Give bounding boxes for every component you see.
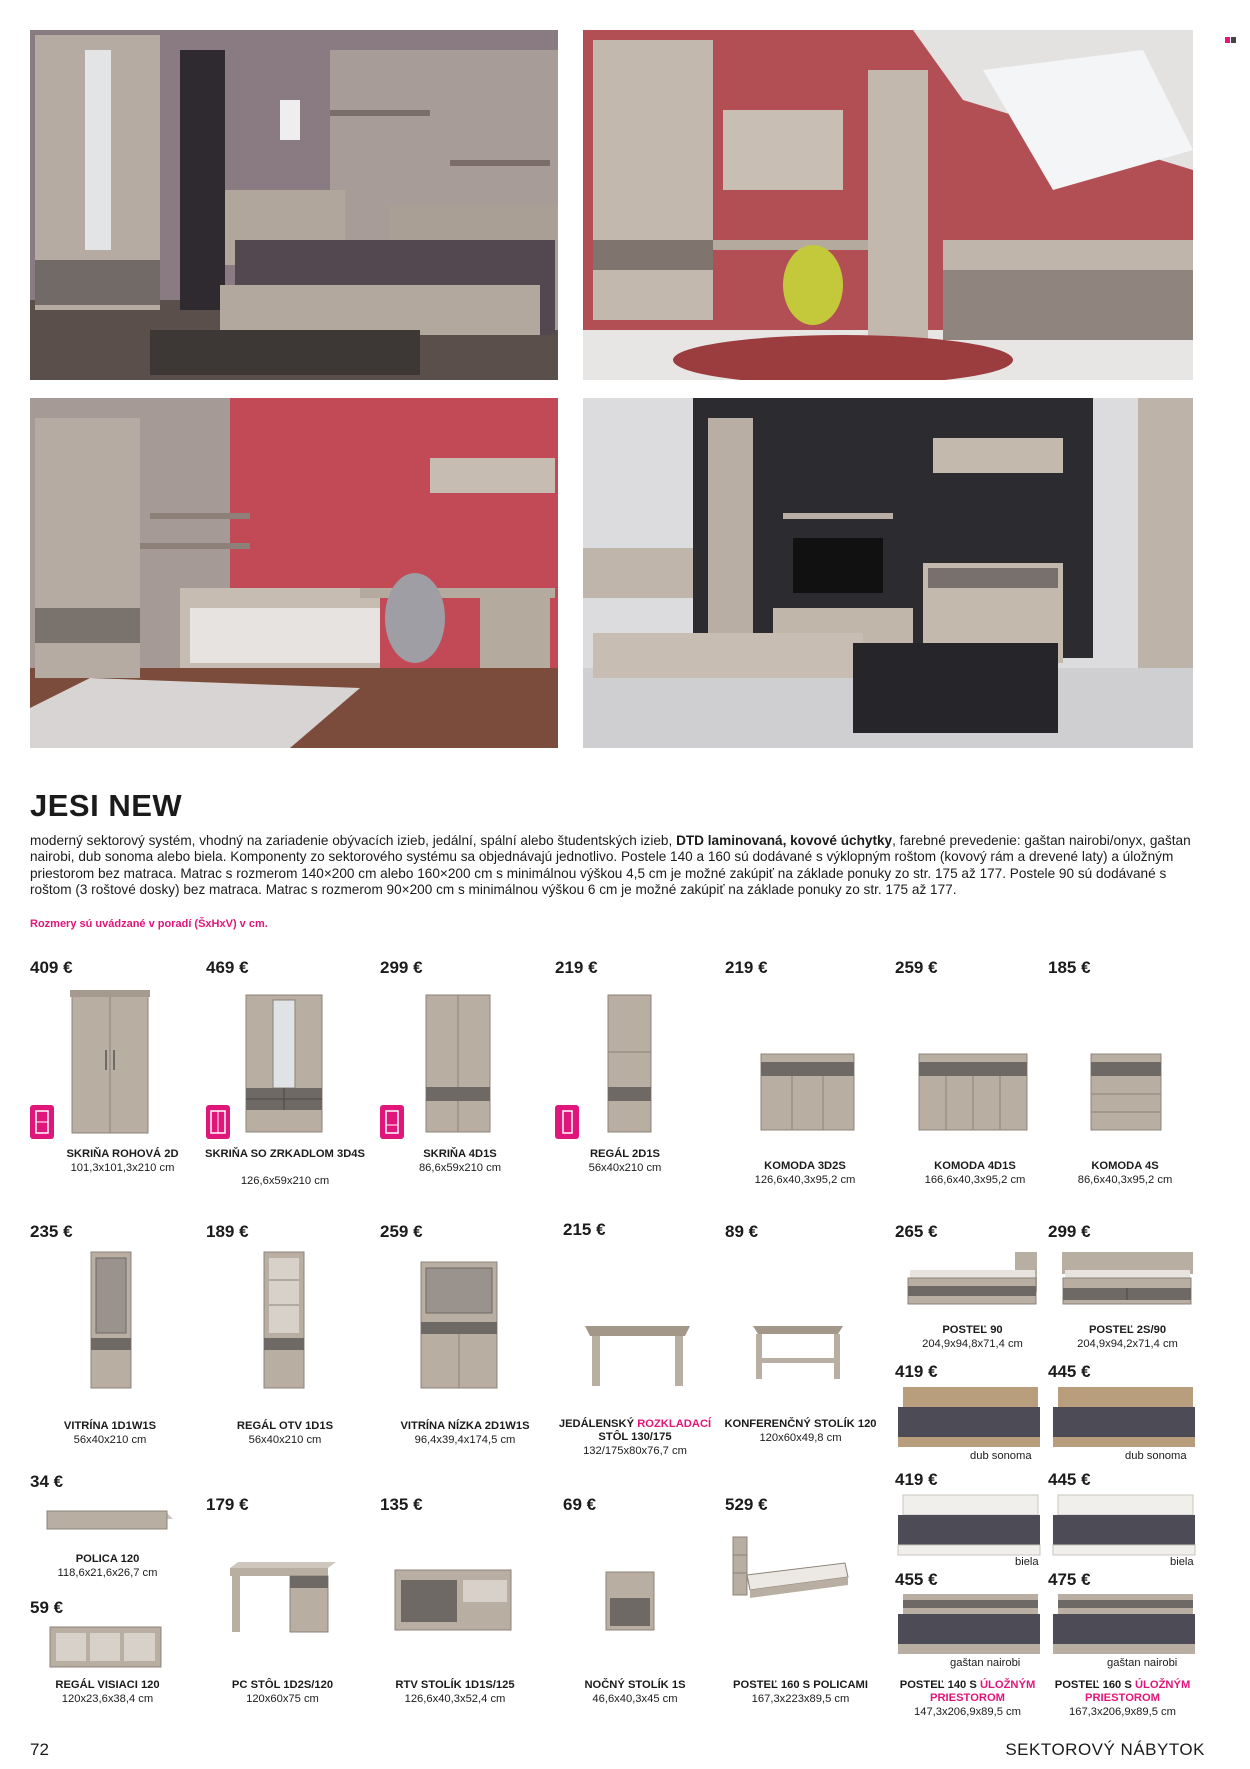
dims-regal-2d1s: 56x40x210 cm — [588, 1162, 662, 1174]
price-regal-visiaci: 59 € — [30, 1598, 64, 1617]
name-pc-stol: PC STÔL 1D2S/120 — [231, 1679, 334, 1691]
name-postel-140-pink: ÚLOŽNÝM PRIESTOROM — [929, 1679, 1036, 1704]
image-skrina-4d1s — [425, 992, 491, 1134]
brand-logo-icon — [1225, 35, 1237, 45]
config-badge-icon — [380, 1105, 404, 1139]
image-vitrina-1d1w1s — [90, 1250, 132, 1390]
dims-skrina-4d1s: 86,6x59x210 cm — [418, 1162, 502, 1174]
price-konferencny-stolik: 89 € — [725, 1222, 759, 1241]
dims-polica-120: 118,6x21,6x26,7 cm — [57, 1567, 158, 1579]
dims-skrina-rohova: 101,3x101,3x210 cm — [70, 1162, 175, 1174]
dims-konferencny-stolik: 120x60x49,8 cm — [759, 1432, 842, 1444]
price-skrina-rohova: 409 € — [30, 958, 73, 977]
name-vitrina-1d1w1s: VITRÍNA 1D1W1S — [63, 1420, 157, 1432]
image-polica-120 — [45, 1505, 175, 1535]
image-komoda-4s — [1090, 1052, 1162, 1132]
dims-rtv-stolik: 126,6x40,3x52,4 cm — [404, 1693, 506, 1705]
price-postel-160-sonoma: 445 € — [1048, 1362, 1091, 1381]
image-jedalensky-stol — [580, 1318, 695, 1388]
name-polica-120: POLICA 120 — [75, 1553, 140, 1565]
price-vitrina-1d1w1s: 235 € — [30, 1222, 73, 1241]
finish-label-sonoma-160: dub sonoma — [1125, 1450, 1187, 1462]
photo-living-room — [583, 398, 1193, 748]
name-postel-140-uloznym — [885, 1679, 1050, 1705]
dims-komoda-4d1s: 166,6x40,3x95,2 cm — [924, 1174, 1026, 1186]
image-komoda-4d1s — [918, 1052, 1028, 1132]
name-postel-160-policami: POSTEĽ 160 S POLICAMI — [733, 1679, 868, 1691]
name-jedalensky-pink: ROZKLADACÍ — [637, 1418, 712, 1430]
image-vitrina-nizka — [420, 1260, 498, 1390]
name-komoda-4s: KOMODA 4S — [1091, 1160, 1159, 1172]
image-postel-140-sonoma — [895, 1385, 1043, 1450]
price-pc-stol: 179 € — [206, 1495, 249, 1514]
price-komoda-4s: 185 € — [1048, 958, 1091, 977]
image-postel-160-sonoma — [1050, 1385, 1198, 1450]
name-skrina-4d1s: SKRIŇA 4D1S — [423, 1148, 497, 1160]
dimension-note: Rozmery sú uvádzané v poradí (ŠxHxV) v cm. — [30, 918, 268, 930]
price-postel-160-policami: 529 € — [725, 1495, 768, 1514]
name-komoda-4d1s: KOMODA 4D1S — [934, 1160, 1016, 1172]
page-number: 72 — [30, 1740, 49, 1759]
finish-label-biela-140: biela — [1015, 1556, 1039, 1568]
name-regal-2d1s: REGÁL 2D1S — [589, 1148, 661, 1160]
price-postel-90: 265 € — [895, 1222, 938, 1241]
price-vitrina-nizka: 259 € — [380, 1222, 423, 1241]
name-postel-160-uloznym — [1040, 1679, 1205, 1705]
price-postel-140-biela: 419 € — [895, 1470, 938, 1489]
name-vitrina-nizka: VITRÍNA NÍZKA 2D1W1S — [400, 1420, 530, 1432]
price-polica-120: 34 € — [30, 1472, 64, 1491]
corner-config-badge-icon — [30, 1105, 54, 1139]
name-jedalensky-stol — [555, 1418, 715, 1444]
image-postel-2s90 — [1060, 1250, 1195, 1310]
dims-komoda-4s: 86,6x40,3x95,2 cm — [1077, 1174, 1173, 1186]
shelf-config-badge-icon — [555, 1105, 579, 1139]
name-postel-160-part1: POSTEĽ 160 S — [1054, 1679, 1135, 1691]
name-konferencny-stolik: KONFERENČNÝ STOLÍK 120 — [724, 1418, 877, 1430]
price-nocny-stolik: 69 € — [563, 1495, 597, 1514]
finish-label-sonoma-140: dub sonoma — [970, 1450, 1032, 1462]
image-regal-2d1s — [607, 992, 652, 1134]
image-postel-140-biela — [895, 1493, 1043, 1558]
dims-nocny-stolik: 46,6x40,3x45 cm — [592, 1693, 678, 1705]
price-regal-otv: 189 € — [206, 1222, 249, 1241]
name-rtv-stolik: RTV STOLÍK 1D1S/125 — [395, 1679, 515, 1691]
finish-label-nairobi-140: gaštan nairobi — [950, 1657, 1021, 1669]
image-postel-160-policami — [730, 1535, 850, 1605]
description-bold: DTD laminovaná, kovové úchytky — [676, 833, 893, 848]
price-regal-2d1s: 219 € — [555, 958, 598, 977]
dims-regal-visiaci: 120x23,6x38,4 cm — [61, 1693, 154, 1705]
image-regal-otv — [263, 1250, 305, 1390]
description-part2: , farebné prevedenie: gaštan nairobi/onyx, gaštan nairobi, dub sonoma alebo biela. Komponenty zo sektorového systému sa objednávajú jednotlivo. Postele 140 a 160 sú dodávané s výklopným roštom (kovový rám a drevené laty) a úložným priestorom bez matraca. Matrac s rozmerom 140×200 cm alebo 160×200 cm s minimálnou výškou 4,5 cm je možné zakúpiť na základe ponuky zo str. 175 až 177. Postele 90 sú dodávané s roštom (3 roštové dosky) bez matraca. Matrac s rozmerom 90×200 cm s minimálnou výškou 6 cm je možné zakúpiť na základe ponuky zo str. 175 až 177. — [30, 833, 1191, 898]
price-rtv-stolik: 135 € — [380, 1495, 423, 1514]
dims-jedalensky-stol: 132/175x80x76,7 cm — [583, 1445, 687, 1457]
name-skrina-zrkadlo: SKRIŇA SO ZRKADLOM 3D4S — [205, 1148, 365, 1160]
dims-postel-140-uloznym: 147,3x206,9x89,5 cm — [914, 1706, 1021, 1718]
dims-postel-90: 204,9x94,8x71,4 cm — [922, 1338, 1023, 1350]
price-skrina-zrkadlo: 469 € — [206, 958, 249, 977]
section-title: SEKTOROVÝ NÁBYTOK — [1005, 1740, 1205, 1759]
price-postel-2s90: 299 € — [1048, 1222, 1091, 1241]
finish-label-biela-160: biela — [1170, 1556, 1194, 1568]
mirror-config-badge-icon — [206, 1105, 230, 1139]
photo-bedroom — [30, 30, 558, 380]
dims-vitrina-nizka: 96,4x39,4x174,5 cm — [414, 1434, 516, 1446]
price-postel-140-nairobi: 455 € — [895, 1570, 938, 1589]
photo-youth-room — [30, 398, 558, 748]
name-postel-160-pink: ÚLOŽNÝM PRIESTOROM — [1084, 1679, 1191, 1704]
price-jedalensky-stol: 215 € — [563, 1220, 606, 1239]
name-skrina-rohova: SKRIŇA ROHOVÁ 2D — [66, 1148, 179, 1160]
dims-postel-2s90: 204,9x94,2x71,4 cm — [1077, 1338, 1178, 1350]
dims-skrina-zrkadlo: 126,6x59x210 cm — [240, 1175, 330, 1187]
photo-student-room — [583, 30, 1193, 380]
image-konferencny-stolik — [748, 1320, 848, 1385]
name-regal-otv: REGÁL OTV 1D1S — [236, 1420, 334, 1432]
price-postel-140-sonoma: 419 € — [895, 1362, 938, 1381]
name-jedalensky-part2: STÔL 130/175 — [598, 1431, 672, 1443]
image-regal-visiaci — [48, 1625, 163, 1670]
image-rtv-stolik — [393, 1568, 513, 1633]
image-skrina-rohova — [70, 990, 150, 1135]
price-komoda-3d2s: 219 € — [725, 958, 768, 977]
dims-postel-160-uloznym: 167,3x206,9x89,5 cm — [1069, 1706, 1176, 1718]
name-postel-90: POSTEĽ 90 — [942, 1324, 1003, 1336]
dims-komoda-3d2s: 126,6x40,3x95,2 cm — [754, 1174, 856, 1186]
name-postel-2s90: POSTEĽ 2S/90 — [1088, 1324, 1167, 1336]
price-skrina-4d1s: 299 € — [380, 958, 423, 977]
dims-postel-160-policami: 167,3x223x89,5 cm — [751, 1693, 850, 1705]
image-postel-160-biela — [1050, 1493, 1198, 1558]
name-regal-visiaci: REGÁL VISIACI 120 — [55, 1679, 160, 1691]
price-komoda-4d1s: 259 € — [895, 958, 938, 977]
dims-pc-stol: 120x60x75 cm — [246, 1693, 319, 1705]
image-komoda-3d2s — [760, 1052, 855, 1132]
description-part1: moderný sektorový systém, vhodný na zariadenie obývacích izieb, jedální, spální alebo študentských izieb, — [30, 833, 677, 848]
image-postel-140-nairobi — [895, 1592, 1043, 1657]
image-nocny-stolik — [604, 1570, 656, 1632]
dims-regal-otv: 56x40x210 cm — [248, 1434, 322, 1446]
image-pc-stol — [228, 1560, 338, 1635]
price-postel-160-biela: 445 € — [1048, 1470, 1091, 1489]
price-postel-160-nairobi: 475 € — [1048, 1570, 1091, 1589]
name-jedalensky-part1: JEDÁLENSKÝ — [558, 1418, 638, 1430]
page-title: JESI NEW — [30, 788, 183, 823]
image-skrina-zrkadlo — [245, 992, 323, 1134]
image-postel-160-nairobi — [1050, 1592, 1198, 1657]
name-nocny-stolik: NOČNÝ STOLÍK 1S — [584, 1679, 686, 1691]
image-postel-90 — [905, 1250, 1040, 1310]
name-postel-140-part1: POSTEĽ 140 S — [899, 1679, 980, 1691]
finish-label-nairobi-160: gaštan nairobi — [1107, 1657, 1178, 1669]
product-description — [30, 833, 1205, 899]
name-komoda-3d2s: KOMODA 3D2S — [764, 1160, 846, 1172]
dims-vitrina-1d1w1s: 56x40x210 cm — [73, 1434, 147, 1446]
